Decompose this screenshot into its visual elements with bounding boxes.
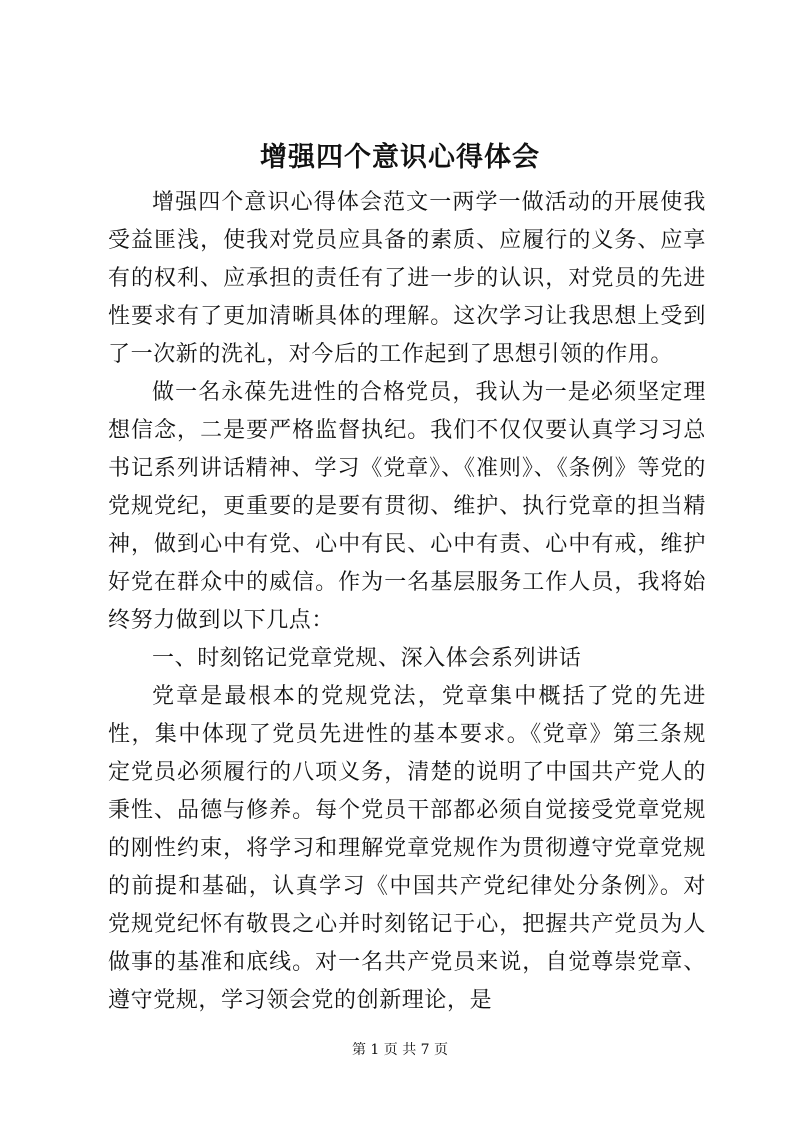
page-number-footer: 第 1 页 共 7 页 bbox=[351, 1042, 449, 1058]
section-heading-one: 一、时刻铭记党章党规、深入体会系列讲话 bbox=[152, 646, 582, 671]
document-body bbox=[108, 184, 706, 1020]
paragraph-intro: 增强四个意识心得体会范文一两学一做活动的开展使我受益匪浅，使我对党员应具备的素质、应履行的义务、应享有的权利、应承担的责任有了进一步的认识，对党员的先进性要求有了更加清晰具体的理解。这次学习让我思想上受到了一次新的洗礼，对今后的工作起到了思想引领的作用。 bbox=[108, 190, 706, 367]
document-title: 增强四个意识心得体会 bbox=[260, 142, 540, 173]
paragraph-qualified-member: 做一名永葆先进性的合格党员，我认为一是必须坚定理想信念，二是要严格监督执纪。我们不仅仅要认真学习习总书记系列讲话精神、学习《党章》、《准则》、《条例》等党的党规党纪，更重要的是要有贯彻、维护、执行党章的担当精神，做到心中有党、心中有民、心中有责、心中有戒，维护好党在群众中的威信。作为一名基层服务工作人员，我将始终努力做到以下几点： bbox=[108, 380, 706, 633]
paragraph-party-constitution: 党章是最根本的党规党法，党章集中概括了党的先进性，集中体现了党员先进性的基本要求。《党章》第三条规定党员必须履行的八项义务，清楚的说明了中国共产党人的秉性、品德与修养。每个党员干部都必须自觉接受党章党规的刚性约束，将学习和理解党章党规作为贯彻遵守党章党规的前提和基础，认真学习《中国共产党纪律处分条例》。对党规党纪怀有敬畏之心并时刻铭记于心，把握共产党员为人做事的基准和底线。对一名共产党员来说，自觉尊崇党章、遵守党规，学习领会党的创新理论，是 bbox=[108, 684, 706, 1013]
